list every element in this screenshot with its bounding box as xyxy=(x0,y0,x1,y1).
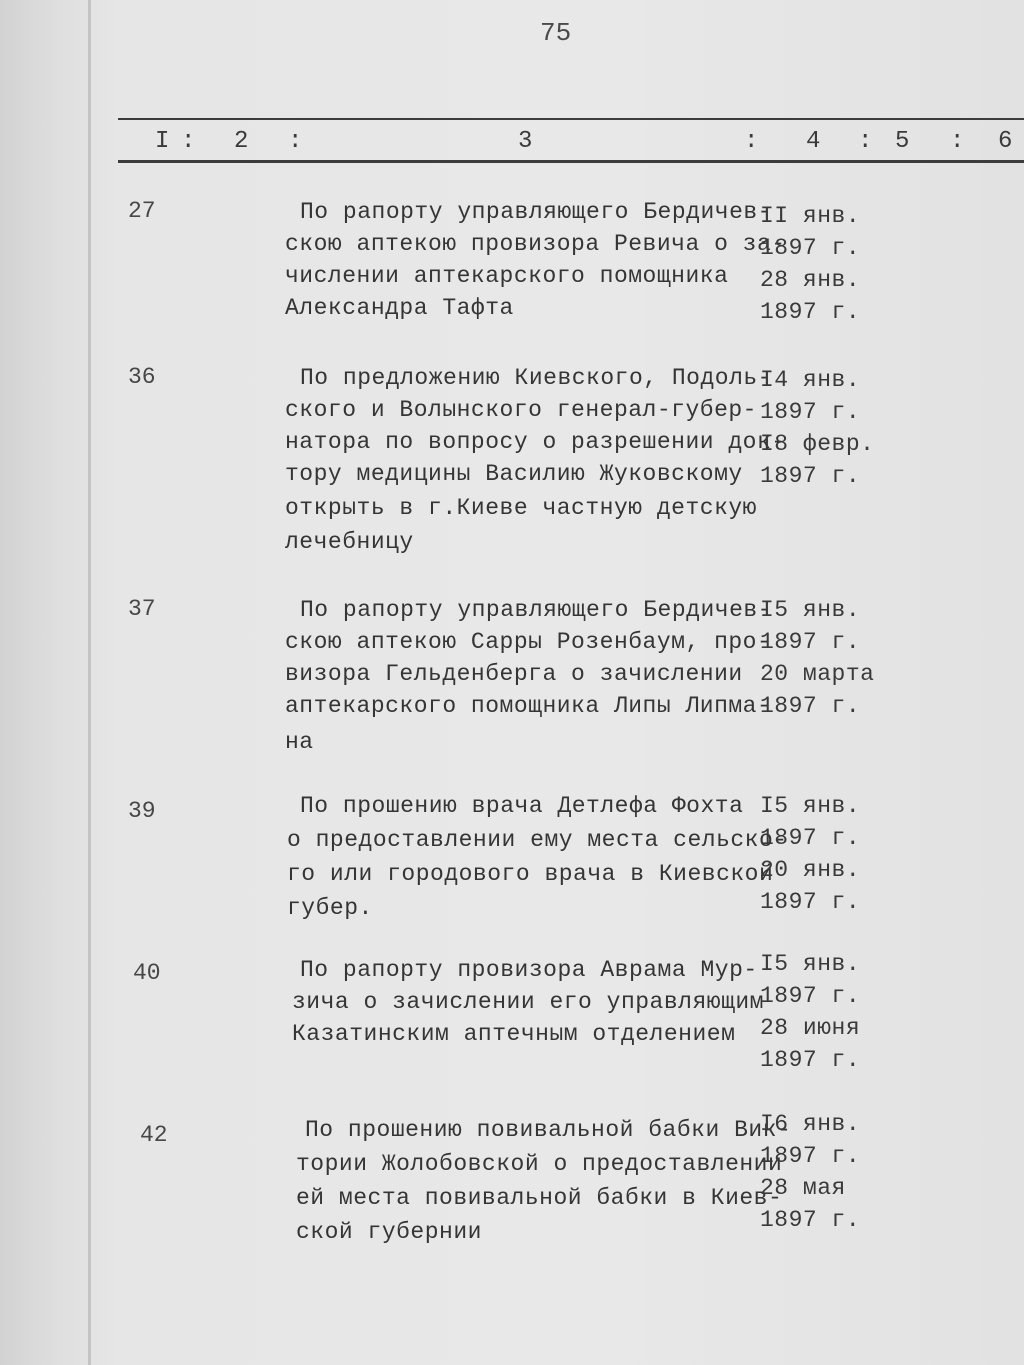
entry-text-line: ского и Волынского генерал-губер- xyxy=(285,397,757,423)
entry-date-line: 1897 г. xyxy=(760,1047,861,1073)
entry-text-line: аптекарского помощника Липы Липма- xyxy=(285,693,772,719)
entry-text-line: Александра Тафта xyxy=(285,295,514,321)
header-rule-bottom xyxy=(118,160,1024,163)
entry-text-line: Казатинским аптечным отделением xyxy=(292,1021,736,1047)
entry-date-line: 1897 г. xyxy=(760,629,861,655)
entry-number: 27 xyxy=(128,198,156,224)
column-header-1: I xyxy=(155,128,170,155)
column-separator: : xyxy=(858,128,873,155)
entry-text-line: лечебницу xyxy=(285,529,414,555)
page-number: 75 xyxy=(540,18,572,48)
entry-text-line: губер. xyxy=(287,895,373,921)
entry-text-line: скою аптекою Сарры Розенбаум, про- xyxy=(285,629,772,655)
entry-date-line: 28 июня xyxy=(760,1015,861,1041)
entry-date-line: 1897 г. xyxy=(760,693,861,719)
entry-date-line: 1897 г. xyxy=(760,299,861,325)
entry-text-line: числении аптекарского помощника xyxy=(285,263,729,289)
entry-text-line: По прошению врача Детлефа Фохта xyxy=(300,793,744,819)
entry-text-line: натора по вопросу о разрешении док- xyxy=(285,429,786,455)
column-separator: : xyxy=(181,128,196,155)
entry-date-line: 1897 г. xyxy=(760,399,861,425)
column-header-5: 5 xyxy=(895,128,910,155)
entry-date-line: I4 янв. xyxy=(760,367,861,393)
entry-date-line: I5 янв. xyxy=(760,951,861,977)
entry-text-line: По рапорту управляющего Бердичев- xyxy=(300,597,772,623)
column-separator: : xyxy=(950,128,965,155)
entry-number: 40 xyxy=(133,960,161,986)
entry-date-line: I6 янв. xyxy=(760,1111,861,1137)
entry-number: 39 xyxy=(128,798,156,824)
entry-text-line: открыть в г.Киеве частную детскую xyxy=(285,495,757,521)
entry-number: 37 xyxy=(128,596,156,622)
entry-date-line: I8 февр. xyxy=(760,431,875,457)
entry-date-line: 1897 г. xyxy=(760,1143,861,1169)
entry-date-line: I5 янв. xyxy=(760,793,861,819)
entry-date-line: 1897 г. xyxy=(760,1207,861,1233)
entry-text-line: скою аптекою провизора Ревича о за- xyxy=(285,231,786,257)
entry-text-line: По рапорту управляющего Бердичев- xyxy=(300,199,772,225)
column-header-6: 6 xyxy=(998,128,1013,155)
column-separator: : xyxy=(744,128,759,155)
entry-text-line: тории Жолобовской о предоставлении xyxy=(296,1151,783,1177)
entry-date-line: 20 марта xyxy=(760,661,875,687)
entry-date-line: 1897 г. xyxy=(760,825,861,851)
entry-text-line: визора Гельденберга о зачислении xyxy=(285,661,743,687)
entry-number: 36 xyxy=(128,364,156,390)
entry-text-line: По рапорту провизора Аврама Мур- xyxy=(300,957,758,983)
entry-date-line: 20 янв. xyxy=(760,857,861,883)
column-header-3: 3 xyxy=(518,128,533,155)
entry-date-line: 28 янв. xyxy=(760,267,861,293)
page-binding-edge xyxy=(88,0,91,1365)
entry-text-line: ей места повивальной бабки в Киев- xyxy=(296,1185,783,1211)
entry-text-line: го или городового врача в Киевской xyxy=(287,861,774,887)
entry-text-line: По прошению повивальной бабки Вик- xyxy=(305,1117,792,1143)
entry-text-line: о предоставлении ему места сельско- xyxy=(287,827,788,853)
entry-date-line: I5 янв. xyxy=(760,597,861,623)
column-header-2: 2 xyxy=(234,128,249,155)
entry-text-line: тору медицины Василию Жуковскому xyxy=(285,461,743,487)
entry-text-line: ской губернии xyxy=(296,1219,482,1245)
entry-text-line: По предложению Киевского, Подоль- xyxy=(300,365,772,391)
entry-text-line: на xyxy=(285,729,314,755)
entry-date-line: 1897 г. xyxy=(760,889,861,915)
entry-date-line: 1897 г. xyxy=(760,983,861,1009)
column-separator: : xyxy=(288,128,303,155)
entry-date-line: 1897 г. xyxy=(760,235,861,261)
header-rule-top xyxy=(118,118,1024,120)
column-header-4: 4 xyxy=(806,128,821,155)
entry-date-line: II янв. xyxy=(760,203,861,229)
entry-date-line: 1897 г. xyxy=(760,463,861,489)
entry-text-line: зича о зачислении его управляющим xyxy=(292,989,764,1015)
entry-number: 42 xyxy=(140,1122,168,1148)
entry-date-line: 28 мая xyxy=(760,1175,846,1201)
